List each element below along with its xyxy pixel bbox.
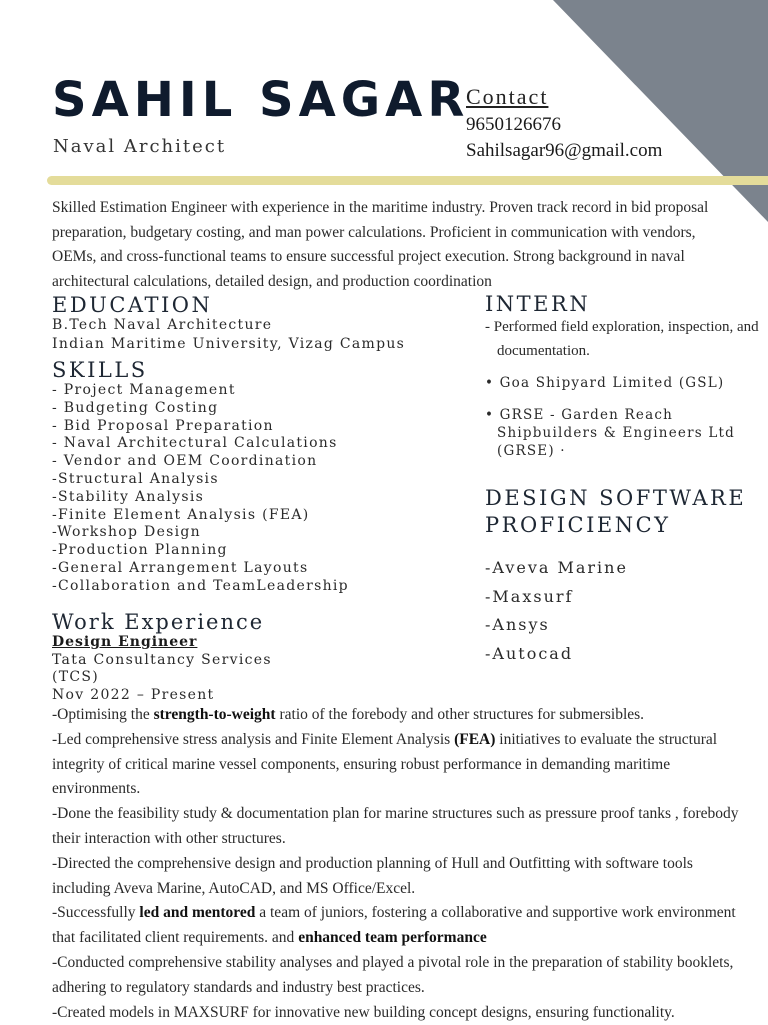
- education-heading: EDUCATION: [52, 293, 213, 317]
- company-name: Tata Consultancy Services: [52, 652, 272, 668]
- experience-bullet: -Conducted comprehensive stability analyses and played a pivotal role in the preparation of stability booklets, adhering to regulatory standards and industry best practices.: [52, 953, 734, 996]
- skill-item: - Bid Proposal Preparation: [52, 417, 274, 434]
- skill-item: - Project Management: [52, 382, 236, 398]
- software-heading-line2: PROFICIENCY: [485, 513, 671, 537]
- software-item: -Maxsurf: [485, 586, 574, 606]
- job-dates: Nov 2022 – Present: [52, 687, 215, 703]
- skill-item: -Collaboration and TeamLeadership: [52, 577, 349, 594]
- skill-item: -Workshop Design: [52, 524, 202, 541]
- education-university: Indian Maritime University, Vizag Campus: [52, 336, 406, 352]
- job-title: Design Engineer: [52, 634, 198, 650]
- education-degree: B.Tech Naval Architecture: [52, 317, 273, 333]
- accent-divider: [47, 176, 768, 185]
- skills-heading: SKILLS: [52, 358, 148, 382]
- candidate-name: SAHIL SAGAR: [52, 72, 470, 128]
- experience-bullet: -Led comprehensive stress analysis and Finite Element Analysis (FEA) initiatives to evaluate the structural integrity of critical marine vessel components, ensuring robust performance in demanding maritime environments.: [52, 730, 718, 798]
- software-item: -Autocad: [485, 644, 574, 664]
- contact-email[interactable]: Sahilsagar96@gmail.com: [466, 140, 663, 161]
- experience-bullet: -Done the feasibility study & documentation plan for marine structures such as pressure proof tanks , forebody their interaction with other structures.: [52, 805, 739, 847]
- contact-heading: Contact: [466, 84, 549, 109]
- skill-item: - Naval Architectural Calculations: [52, 435, 338, 452]
- skill-item: -Production Planning: [52, 542, 228, 559]
- skill-item: -Stability Analysis: [52, 488, 205, 505]
- skill-item: -General Arrangement Layouts: [52, 559, 309, 576]
- work-heading: Work Experience: [52, 610, 265, 634]
- software-item: -Aveva Marine: [485, 558, 628, 577]
- contact-phone[interactable]: 9650126676: [466, 114, 561, 135]
- skill-item: -Structural Analysis: [52, 470, 219, 487]
- profile-summary: Skilled Estimation Engineer with experience in the maritime industry. Proven track record in bid proposal preparation, budgetary costing, and man power calculations. Proficient in communication with vendors, OEMs, and cross-functional teams to ensure successful project execution. Strong background in naval architectural calculations, detailed design, and production coordination: [52, 199, 709, 290]
- experience-bullet: -Optimising the strength-to-weight ratio of the forebody and other structures for submersibles.: [52, 706, 645, 723]
- company-abbrev: (TCS): [52, 669, 100, 685]
- experience-bullets: [52, 703, 742, 1025]
- experience-bullet: -Directed the comprehensive design and production planning of Hull and Outfitting with software tools including Aveva Marine, AutoCAD, and MS Office/Excel.: [52, 854, 693, 897]
- intern-description: - Performed field exploration, inspection, and documentation.: [485, 319, 759, 359]
- candidate-role: Naval Architect: [53, 136, 227, 157]
- software-list: [485, 554, 628, 669]
- skills-list: [52, 382, 349, 596]
- skill-item: - Budgeting Costing: [52, 399, 219, 416]
- intern-company-grse: • GRSE - Garden Reach Shipbuilders & Engineers Ltd (GRSE) ·: [485, 407, 735, 459]
- software-item: -Ansys: [485, 615, 550, 635]
- skill-item: - Vendor and OEM Coordination: [52, 453, 318, 470]
- software-heading-line1: DESIGN SOFTWARE: [485, 486, 747, 510]
- experience-bullet: -Created models in MAXSURF for innovative new building concept designs, ensuring functionality.: [52, 1003, 675, 1021]
- skill-item: -Finite Element Analysis (FEA): [52, 506, 310, 523]
- intern-heading: INTERN: [485, 292, 591, 316]
- intern-company-gsl: • Goa Shipyard Limited (GSL): [485, 375, 725, 391]
- experience-bullet: -Successfully led and mentored a team of juniors, fostering a collaborative and supportive work environment that facilitated client requirements. and enhanced team performance: [52, 904, 736, 947]
